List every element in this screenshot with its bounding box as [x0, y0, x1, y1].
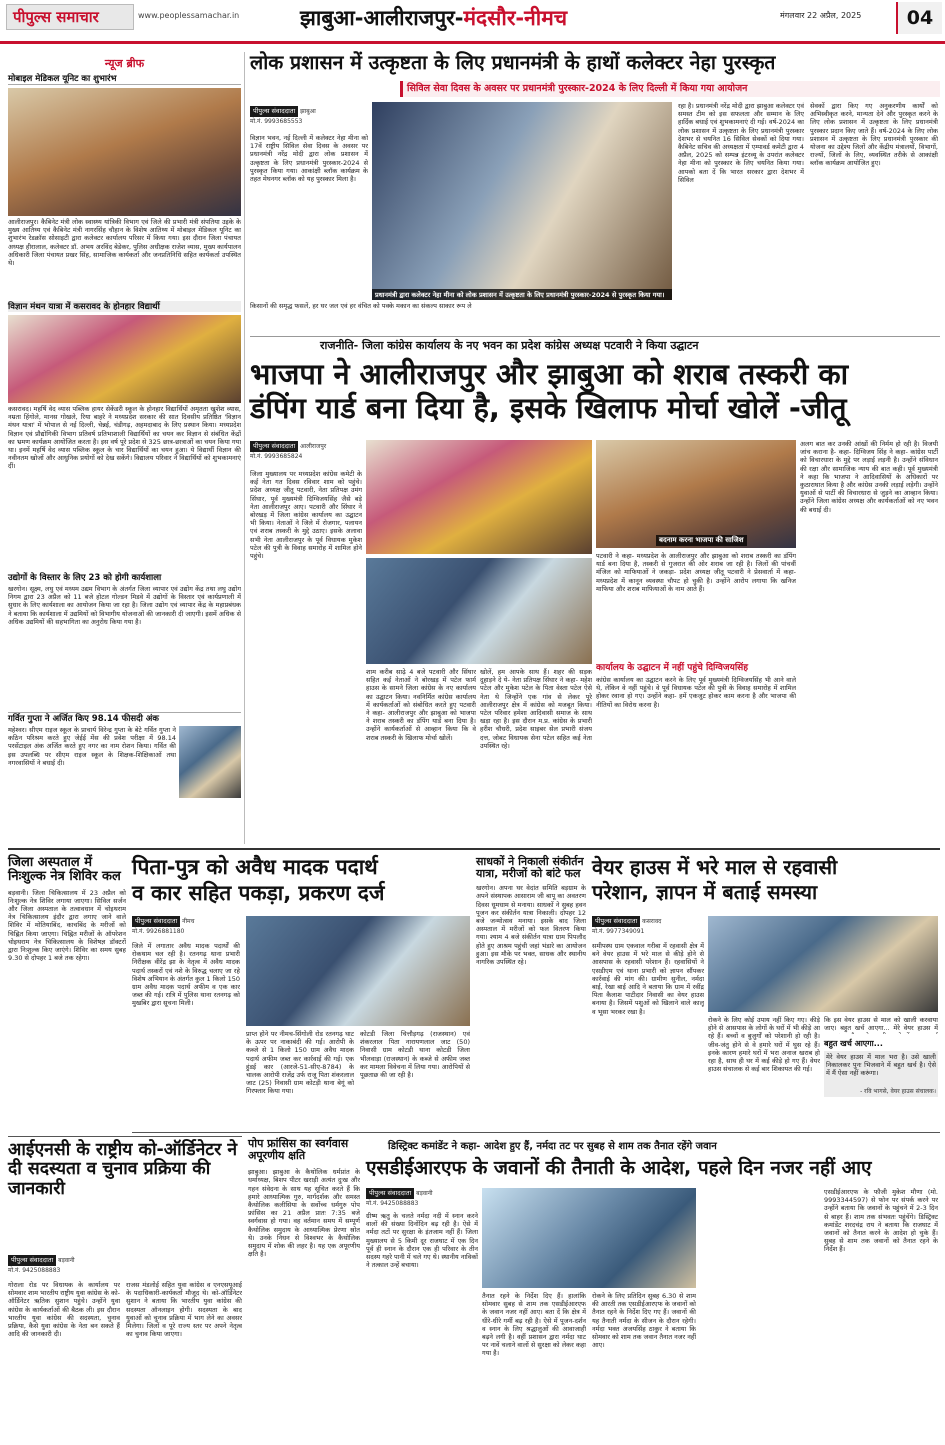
warehouse-mobile: मो.नं. 9977349091	[592, 928, 645, 935]
top-story	[250, 52, 940, 334]
main-story-byline-place: आलीराजपुर	[300, 443, 327, 450]
divider-bottom-row2	[132, 1132, 940, 1133]
main-story-col3: खोलें, हम आपके साथ हैं। शहर की सड़क दुहाड़ने दे ये- नेता प्रतिपक्ष सिंघार ने कहा- महेश पटेल और मुकेश पटेल के पिता वेस्ता पटेल ऐसे नेता थे जिन्होंने एक गांव से लेकर पूरे आलीराजपुर क्षेत्र में कांग्रेस को मजबूत किया। पटेल परिवार हमेशा आदिवासी समाज के साथ खड़ा रहा है। इस दौरान म.प्र. कांग्रेस के प्रभारी हरीश चौधरी, प्रदेश साइबर सेल प्रभारी संजय दत्त, जोबट विधायक सेना पटेल सहित कई नेता उपस्थित रहे।	[480, 668, 592, 750]
news-brief-label	[8, 52, 241, 71]
brief-1-photo	[8, 88, 241, 216]
sdrf-col2: तैनात रहने के निर्देश दिए हैं। हालांकि सोमवार सुबह से शाम तक एसडीईआरएफ के जवान नजर नहीं आए। बता दें कि क्षेत्र में धीरे-धीरे गर्मी बढ़ रही है। ऐसे में पूजन-दर्शन व स्नान के लिए श्रद्धालुओं की आवाजाही बढ़ने लगी है। वहीं प्रशासन द्वारा नर्मदा घाट पर नावें चलाने वालों से सुरक्षा को लेकर कहा गया है।	[482, 1292, 586, 1358]
sdrf-photo	[482, 1188, 696, 1288]
ipl-headline: आईएनसी के राष्ट्रीय को-ऑर्डिनेटर ने दी सदस्यता व चुनाव प्रक्रिया की जानकारी	[8, 1140, 238, 1199]
narcotics-byline-place: नीमच	[182, 918, 195, 925]
top-story-col4: सेवकों द्वारा किए गए अनुकरणीय कार्यों को अभिस्वीकृत करने, मान्यता देने और पुरस्कृत करने के लिए लोक प्रशासन में उत्कृष्टता के लिए प्रधानमंत्री पुरस्कार प्रदान किए जाते हैं। वर्ष-2024 के लिए लोक प्रशासन में उत्कृष्टता के लिए प्रधानमंत्री पुरस्कार की योजना का उद्देश्य जिलों और केंद्रीय मंत्रालयों, विभागों, राज्यों, जिलों के लिए, व्यवस्थित तरीके से आकांक्षी ब्लॉक कार्यक्रम आयोजित हुए।	[810, 102, 938, 168]
narcotics-headline-1: पिता-पुत्र को अवैध मादक पदार्थ	[132, 855, 378, 879]
main-story-side-box	[596, 660, 796, 832]
ipl-mobile: मो.नं. 9425088883	[8, 1267, 61, 1274]
warehouse-quote-head: बहुत खर्च आएगा...	[824, 1039, 883, 1048]
brief-2-body: कसरावद। महर्षि वेद व्यास पब्लिक हायर सेकेंडरी स्कूल के होनहार विद्यार्थियों अमृतता खुशेश व्यास, नम्रता हिंगोले, मानस गोखले, रिया बाहरे ने मध्यप्रदेश सरकार की सात दिवसीय प्रतिष्ठित 'विज्ञान मंथन यात्रा' में भोपाल से नई दिल्ली, चेन्नई, चंडीगढ़, अहमदाबाद के लिए प्रस्थान किया। मध्यप्रदेश विज्ञान एवं प्रौद्योगिकी विभाग प्रतिवर्ष प्रतिभाशाली विद्यार्थियों का चयन कर विज्ञान से संबंधित केंद्रों का भ्रमण कार्यक्रम आयोजित करता है। इस वर्ष पूरे प्रदेश से 325 छात्र-छात्राओं का चयन किया गया था। इनमें महर्षि वेद व्यास पब्लिक स्कूल के चार विद्यार्थियों का चयन हुआ। ये विद्यार्थी विज्ञान की नवीनतम खोजों और आधुनिक प्रयोगों को देख सकेंगे। विद्यालय परिवार ने विद्यार्थियों को शुभकामनाएं दीं।	[8, 405, 241, 471]
narcotics-byline-name: पीपुल्स संवाददाता	[132, 916, 180, 927]
main-story-mobile: मो.नं. 9993685824	[250, 453, 303, 460]
date: मंगलवार 22 अप्रैल, 2025	[780, 11, 862, 20]
top-story-byline	[250, 106, 368, 126]
brief-2-photo	[8, 315, 241, 403]
sadhak-headline: साधकों ने निकाली संकीर्तन यात्रा, मरीजों को बांटे फल	[476, 855, 584, 881]
sdrf-byline	[366, 1188, 478, 1208]
sdrf-col4: एसडीईआरएफ के फौजी मुकेश मौणा (मो. 9993344597) से फोन पर संपर्क करने पर उन्होंने बताया कि जवानों के पहुंचने में 2-3 दिन से बाहर हैं। शाम तक संभवतः पहुंचेंगे। डिस्ट्रिक्ट कमांडेंट शरदचंद्र राय ने बताया कि राजघाट में जवानों को तैनात करने के आदेश हो चुके हैं। सुबह से शाम तक जवानों को तैनात रहने के निर्देश हैं।	[824, 1188, 938, 1254]
top-story-byline-place: झाबुआ	[300, 108, 316, 115]
main-story-col4: पटवारी ने कहा- मध्यप्रदेश के आलीराजपुर और झाबुआ को शराब तस्करी का डंपिंग यार्ड बना दिया है, तस्करी से गुजरात की ओर शराब जा रही है। जिलों की पांचवीं मंजिल को माफियाओं ने जकड़ा- प्रदेश अध्यक्ष जीतू पटवारी ने प्रेसवार्ता में कहा- मध्यप्रदेश में कानून व्यवस्था चौपट हो चुकी है। उन्होंने आरोप लगाया कि खनिज माफिया और शराब माफियाओं के नाम आते हैं।	[596, 552, 796, 593]
sdrf-mobile: मो.नं. 9425088883	[366, 1200, 419, 1207]
warehouse-col2: रोकने के लिए कोई उपाय नहीं किए गए। कीड़े होने से आसपास के लोगों के घरों में भी कीड़े आ रहे हैं। बच्चों व बुजुर्गों को परेशानी हो रही है। जीव-जंतु होने से वे हमारे घरों में घुस रहे हैं। इनके कारण हमारे घरों में भरा अनाज खराब हो रहा है, साथ ही घर में कई कीड़े हो गए हैं। वेयर हाउस संचालक से कई बार शिकायत की गई।	[708, 1016, 820, 1074]
brief-2-title: विज्ञान मंथन यात्रा में कसरावद के होनहार विद्यार्थी	[8, 301, 241, 312]
website: www.peoplessamachar.in	[138, 11, 240, 20]
eye-camp-body: बड़वानी। जिला चिकित्सालय में 23 अप्रैल को निःशुल्क नेत्र शिविर लगाया जाएगा। सिविल सर्जन और जिला अस्पताल के तत्वावधान में चोइथराम नेत्र चिकित्सालय इंदौर द्वारा लगाए जाने वाले शिविर में मोतियाबिंद, काचबिंद के मरीजों को चिह्नित किया जाएगा। चिह्नित मरीजों के ऑपरेशन चोइथराम नेत्र चिकित्सालय के विशेषज्ञ डॉक्टरों द्वारा निःशुल्क किए जाएंगे। शिविर का समय सुबह 9.30 से दोपहर 1 बजे तक रहेगा।	[8, 888, 126, 963]
ipl-byline-name: पीपुल्स संवाददाता	[8, 1255, 56, 1266]
warehouse-col1: समीपस्थ ग्राम एकवाल गरीबा में रहवासी क्षेत्र में बने वेयर हाउस में भरे माल से कीड़े होने से आसपास के रहवासी परेशान हैं। रहवासियों ने एसडीएम एवं थाना प्रभारी को ज्ञापन सौंपकर कार्रवाई की मांग की। ग्रामीण सुनील, नर्मदा बाई, रेखा बाई आदि ने बताया कि ग्राम में रवींद्र पिता कैलाश पाटीदार निवासी का वेयर हाउस बनाया है। जिसमें पशुओं को खिलाने वाले कालू व भूसा भरकर रखा है।	[592, 942, 704, 1016]
warehouse-quote-box-inner	[824, 1051, 938, 1097]
section-title-black: झाबुआ-आलीराजपुर-	[300, 6, 464, 30]
narcotics-headline-2: व कार सहित पकड़ा, प्रकरण दर्ज	[132, 881, 385, 906]
warehouse-photo	[708, 916, 938, 1012]
top-story-col1: विज्ञान भवन, नई दिल्ली में कलेक्टर नेहा मीना को 17वें राष्ट्रीय सिविल सेवा दिवस के अवसर पर प्रधानमंत्री नरेंद्र मोदी द्वारा लोक प्रशासन में उत्कृष्टता के लिए प्रधानमंत्री पुरस्कार-2024 से पुरस्कृत किया गया। आकांक्षी ब्लॉक कार्यक्रम के तहत मेघनगर ब्लॉक को यह पुरस्कार मिला है।	[250, 134, 368, 184]
main-story-col2: शाम करीब साढ़े 4 बजे पटवारी और सिंघार सहित कई नेताओं ने बोरखड़ में पटेल फार्म हाउस के सामने जिला कांग्रेस के नए कार्यालय का उद्घाटन किया। नवनिर्मित कांग्रेस कार्यालय में कार्यकर्ताओं को संबोधित करते हुए पटवारी ने कहा- आलीराजपुर और झाबुआ को भाजपा ने शराब तस्करी का डंपिंग यार्ड बना दिया है। उन्होंने कार्यकर्ताओं से आव्हान किया कि वे शराब तस्करी के खिलाफ मोर्चा खोलें।	[366, 668, 476, 742]
masthead	[0, 0, 945, 44]
brief-1-title: मोबाइल मेडिकल यूनिट का शुभारंभ	[8, 73, 241, 85]
main-story	[250, 338, 940, 844]
top-story-byline-name: पीपुल्स संवाददाता	[250, 106, 298, 117]
warehouse-quote-body: मेरे वेयर हाउस में माल भरा है। उसे खाली निकालकर पुनः भिजवाने में बहुत खर्च है। ऐसे में मैं ऐसा नहीं करूंगा।	[826, 1053, 936, 1078]
left-divider	[244, 52, 245, 844]
main-story-photo-caption: बदनाम करना भाजपा की साजिश	[656, 535, 747, 546]
top-story-subhead: सिविल सेवा दिवस के अवसर पर प्रधानमंत्री पुरस्कार-2024 के लिए दिल्ली में किया गया आयोजन	[407, 83, 748, 94]
ipl-byline-place: बड़वानी	[58, 1257, 75, 1264]
main-story-photo-meeting	[596, 440, 796, 548]
main-story-side-head: कार्यालय के उद्घाटन में नहीं पहुंचे दिग्विजयसिंह	[596, 663, 749, 673]
brief-1-body: आलीराजपुर। कैबिनेट मंत्री लोक स्वास्थ्य यांत्रिकी विभाग एवं जिले की प्रभारी मंत्री संपतिया उइके के मुख्य आतिथ्य एवं कैबिनेट मंत्री नागरसिंह चौहान के विशेष आतिथ्य में मोबाइल मेडिकल यूनिट का शुभारंभ रेडक्रॉस सोसाइटी द्वारा कलेक्टर कार्यालय परिसर में किया गया। इस दौरान जिला पंचायत अध्यक्ष हीरालाल, कलेक्टर डॉ. अभय अरविंद बेडेकर, पुलिस अधीक्षक राजेश व्यास, मुख्य कार्यपालन अधिकारी जिला पंचायत प्रखर सिंह, सामाजिक कार्यकर्ता और जनप्रतिनिधि सहित कार्यकर्ता उपस्थित थे।	[8, 218, 241, 268]
narcotics-mobile: मो.नं. 9926881180	[132, 928, 185, 935]
sdrf-story	[366, 1138, 940, 1438]
narcotics-col2: प्राप्त होने पर नीमच-सिंगोली रोड रतनगढ़ घाट के ऊपर पर नाकाबंदी की गई। आरोपी के कब्जे से 1 किलो 150 ग्राम अवैध मादक पदार्थ अफीम जब्त कर कार्रवाई की गई। एक हुंडई कार (आरजे-51-सीए-8784) के चालक आरोपी राजेंद्र उर्फ राजू पिता शंकरलाल जाट (25) निवासी ग्राम कोटड़ी थाना बेगूं को गिरफ्तार किया गया।	[246, 1030, 354, 1096]
warehouse-quote-box	[824, 1016, 938, 1116]
sdrf-col3b	[702, 1188, 820, 1432]
sadhak-body: खरगोन। अपना घर वेदांत समिति बड़ग्राम के अपने संस्थापक आसाराम जी बापू का अवतरण दिवस धूमधाम से मनाया। साधकों ने सुबह हवन पूजन कर संकीर्तन यात्रा निकाली। दोपहर 12 बजे जन्मोत्सव मनाया। इसके बाद जिला अस्पताल में मरीजों को फल वितरण किया गया। श्याम 4 बजे संकीर्तन यात्रा ग्राम पिपलौद होते हुए आश्रम पहुंची जहां भंडारे का आयोजन हुआ। इस मौके पर भक्त, साधक और स्थानीय नागरिक उपस्थित रहे।	[476, 884, 586, 967]
brief-4-body: महेश्वर। सीएम राइज स्कूल के प्राचार्य विरेन्द्र गुप्ता के बेटे गर्वित गुप्ता ने कठिन परिश्रम करते हुए जेईई मेंस की प्रवेश परीक्षा में 98.14 परसेंटाइल अंक अर्जित करते हुए नगर का नाम रोशन किया। गर्वित की इस उपलब्धि पर सीएम राइज स्कूल के शिक्षक-शिक्षिकाओं तथा नगरवासियों ने बधाई दी।	[8, 726, 176, 767]
top-story-bottom-line: किसानों की समृद्ध फसलें, हर घर जल एवं हर वंचित को पक्के मकान का संकल्प साकार रूप ले	[250, 302, 472, 310]
warehouse-byline-place: कसरावद	[642, 918, 662, 925]
sdrf-byline-name: पीपुल्स संवाददाता	[366, 1188, 414, 1199]
page-number	[896, 2, 942, 34]
main-story-side-body: कांग्रेस कार्यालय का उद्घाटन करने के लिए पूर्व मुख्यमंत्री दिग्विजयसिंह भी आने वाले थे, लेकिन वे नहीं पहुंचे। वे पूर्व विधायक पटेल की पुत्री के विवाह समारोह में शामिल होकर रवाना हो गए। उन्होंने कहा- हमें एकजुट होकर काम करना है और भाजपा की नीतियों का विरोध करना है।	[596, 676, 796, 709]
ipl-byline	[8, 1255, 242, 1275]
ipl-col1: गोराला रोड पर विधायक के कार्यालय पर सोमवार शाम भारतीय राष्ट्रीय युवा कांग्रेस के को-ऑर्डिनेटर ऋतिक सुशान पहुंचे। उन्होंने युवा कांग्रेस के कार्यकर्ताओं की बैठक ली। इस दौरान भारतीय युवा कांग्रेस की सदस्यता, चुनाव प्रक्रिया, कैसे युवा कांग्रेस के नेता बन सकते हैं आदि की जानकारी दी।	[8, 1281, 120, 1339]
main-story-byline-name: पीपुल्स संवाददाता	[250, 441, 298, 452]
main-story-headline-1: भाजपा ने आलीराजपुर और झाबुआ को शराब तस्करी का	[250, 357, 849, 391]
news-brief-text: न्यूज ब्रीफ	[104, 57, 145, 70]
narcotics-byline	[132, 916, 242, 936]
top-story-col3: रहा है। प्रधानमंत्री नरेंद्र मोदी द्वारा झाबुआ कलेक्टर एवं समस्त टीम को इस सफलता और सम्मान के लिए हार्दिक बधाई एवं शुभकामनाएं दी गई। वर्ष-2024 का लोक प्रशासन में उत्कृष्टता के लिए प्रधानमंत्री पुरस्कार देशभर से चयनित 16 सिविल सेवकों को दिया गया। कैबिनेट सचिव की अध्यक्षता में एम्पावर्ड कमेटी द्वारा 4 अप्रैल, 2025 को सम्पन्न इंटरव्यू के उपरांत कलेक्टर नेहा मीना को पुरस्कार के लिए चयनित किया गया। आपको बता दें कि भारत सरकार द्वारा देशभर में सिविल	[678, 102, 804, 184]
top-story-mobile: मो.नं. 9993685553	[250, 118, 303, 125]
warehouse-headline-2: परेशान, ज्ञापन में बताई समस्या	[592, 880, 818, 904]
ipl-col2: राजस मंडलोई सहित युवा कांग्रेस व एनएसयूआई के पदाधिकारी-कार्यकर्ता मौजूद थे। को-ऑर्डिनेटर सुशान ने बताया कि भारतीय युवा कांग्रेस की सदस्यता ऑनलाइन होगी। सदस्यता के बाद युवाओं को चुनाव प्रक्रिया में भाग लेने का अवसर मिलेगा। जिलों व पूरे राज्य स्तर पर अपने नेतृत्व का चुनाव किया जाएगा।	[126, 1281, 242, 1339]
page-number-text: 04	[906, 7, 934, 29]
main-story-col5: अलग बात कर उनकी आंखों की निर्मम हो रही है। विजयी जांच कराना है- कहा- दिग्विजय सिंह ने कहा- कांग्रेस पार्टी को विचारधारा के मुद्दे पर लड़ाई लड़नी है। उन्होंने संविधान की रक्षा और सामाजिक न्याय की बात कही। पूर्व मुख्यमंत्री ने कहा कि भाजपा ने आदिवासियों के अधिकारों पर कुठाराघात किया है और कांग्रेस उनकी लड़ाई लड़ेगी। उन्होंने युवाओं से पार्टी की विचारधारा से जुड़ने का आव्हान किया। उन्होंने जिला कांग्रेस अध्यक्ष और कार्यकर्ताओं को नए भवन की बधाई दी।	[800, 440, 938, 514]
section-title	[300, 4, 690, 32]
section-title-red: मंदसौर-नीमच	[463, 6, 568, 30]
main-story-photo-garland	[366, 558, 592, 664]
pope-story	[248, 1138, 360, 1438]
top-story-subhead-bar	[400, 81, 940, 97]
brief-3-title: उद्योगों के विस्तार के लिए 23 को होगी कार्यशाला	[8, 573, 162, 583]
main-story-kicker: राजनीति- जिला कांग्रेस कार्यालय के नए भवन का प्रदेश कांग्रेस अध्यक्ष पटवारी ने किया उद्घाटन	[320, 339, 699, 352]
sdrf-headline: एसडीईआरएफ के जवानों की तैनाती के आदेश, पहले दिन नजर नहीं आए	[366, 1157, 872, 1179]
logo-text: पीपुल्स समाचार	[13, 8, 99, 26]
logo	[6, 4, 134, 30]
main-story-photo-group	[366, 440, 592, 554]
sdrf-col1: ग्रीष्म ऋतु के चलते नर्मदा नदी में स्नान करने वालों की संख्या दिनोंदिन बढ़ रही है। ऐसे में नर्मदा तटों पर सुरक्षा के इंतजाम नहीं हैं। जिला मुख्यालय से 5 किमी दूर राजघाट में एक दिन पूर्व ही स्नान के दौरान एक ही परिवार के तीन सदस्य गहरे पानी में चले गए थे। स्थानीय नाविकों ने तत्काल उन्हें बचाया।	[366, 1212, 478, 1270]
pope-headline: पोप फ्रांसिस का स्वर्गवास अपूरणीय क्षति	[248, 1137, 349, 1163]
brief-3-body: खरगोन। सूक्ष्म, लघु एवं मध्यम उद्यम विभाग के अंतर्गत जिला व्यापार एवं उद्योग केंद्र तथा लघु उद्योग निगम द्वारा 23 अप्रैल को 11 बजे होटल गोल्डन मिडवे में उद्योगों के विस्तार एवं कार्यप्रणाली में सुधार के लिए कार्यशाला का आयोजन किया जा रहा है। जिला उद्योग एवं व्यापार केंद्र के महाप्रबंधक ने बताया कि कार्यशाला में उद्यमियों को विभागीय योजनाओं की जानकारी दी जाएगी। इसमें अधिक से अधिक उद्यमियों की सहभागिता का अनुरोध किया गया है।	[8, 585, 241, 626]
top-story-headline: लोक प्रशासन में उत्कृष्टता के लिए प्रधानमंत्री के हाथों कलेक्टर नेहा पुरस्कृत	[250, 51, 776, 74]
sadhak-story	[476, 856, 586, 1136]
brief-4-title: गर्वित गुप्ता ने अर्जित किए 98.14 फीसदी अंक	[8, 712, 241, 724]
sdrf-byline-place: बड़वानी	[416, 1190, 433, 1197]
narcotics-col1: जिले में लगातार अवैध मादक पदार्थों की रोकथाम चल रही है। रतनगढ़ थाना प्रभारी निरीक्षक वीरेंद्र झा के नेतृत्व में अवैध मादक पदार्थ तस्करों एवं नशे के विरुद्ध चलाए जा रहे विशेष अभियान के अंतर्गत कुल 1 किलो 150 ग्राम अवैध मादक पदार्थ अफीम व एक कार जब्त की गई। रात्रि में पुलिस थाना रतनगढ़ को मुखबिर द्वारा सूचना मिली।	[132, 942, 240, 1008]
warehouse-quote-by: - रवि भागसे, वेयर हाउस संचालक।	[860, 1088, 936, 1095]
sdrf-col3: रोकने के लिए प्रतिदिन सुबह 6.30 से शाम की आरती तक एसडीईआरएफ के जवानों को तैनात रहने के निर्देश दिए गए हैं। जवानों की यह तैनाती नर्मदा के सीजन के दौरान रहेगी। नर्मदा भक्त अजयसिंह ठाकुर ने बताया कि सोमवार को शाम तक जवान तैनात नजर नहीं आए।	[592, 1292, 696, 1350]
brief-4-photo	[179, 726, 241, 798]
narcotics-photo	[246, 916, 470, 1026]
warehouse-byline	[592, 916, 704, 936]
main-story-byline	[250, 441, 360, 461]
warehouse-byline-name: पीपुल्स संवाददाता	[592, 916, 640, 927]
warehouse-headline-1: वेयर हाउस में भरे माल से रहवासी	[592, 855, 838, 879]
warehouse-story	[592, 856, 940, 1136]
main-story-headline-2: डंपिंग यार्ड बना दिया है, इसके खिलाफ मोर्चा खोलें -जीतू	[250, 390, 847, 425]
left-column	[8, 52, 241, 844]
eye-camp-headline: जिला अस्पताल में निःशुल्क नेत्र शिविर कल	[8, 855, 121, 885]
warehouse-col3: कि इस वेयर हाउस से माल को खाली करवाया जाए। बहुत खर्च आएगा... मेरे वेयर हाउस में	[824, 1016, 938, 1033]
ipl-story	[8, 1136, 242, 1436]
sdrf-kicker: डिस्ट्रिक्ट कमांडेंट ने कहा- आदेश हुए हैं, नर्मदा तट पर सुबह से शाम तक तैनात रहेंगे जवान	[388, 1141, 717, 1152]
divider-bottom-section	[8, 848, 940, 850]
top-story-photo-caption: प्रधानमंत्री द्वारा कलेक्टर नेहा मीना को लोक प्रशासन में उत्कृष्टता के लिए प्रधानमंत्री पुरस्कार-2024 से पुरस्कृत किया गया।	[372, 289, 672, 300]
narcotics-col3: कोटडी जिला चित्तौड़गढ़ (राजस्थान) एवं शंकरलाल पिता नारायणलाल जाट (50) निवासी ग्राम कोटडी थाना कोटडी जिला भीलवाड़ा (राजस्थान) के कब्जे से अफीम जब्त कर मामला विवेचना में लिया गया। आरोपियों से पूछताछ की जा रही है।	[360, 1030, 470, 1080]
divider-top-story	[250, 336, 940, 337]
main-story-col1: जिला मुख्यालय पर मध्यप्रदेश कांग्रेस कमेटी के कई नेता गत दिवस रविवार शाम को पहुंचे। प्रदेश अध्यक्ष जीतू पटवारी, नेता प्रतिपक्ष उमंग सिंघार, पूर्व मुख्यमंत्री दिग्विजयसिंह जैसे बड़े नेता आलीराजपुर आए। पटवारी और सिंघार ने बोरखड़ में जिला कांग्रेस कार्यालय का उद्घाटन भी किया। नेताओं ने जिले में रोजगार, पलायन एवं शराब तस्करी के मुद्दे उठाए। इसके अलावा सभी नेता आलीराजपुर के पूर्व विधायक मुकेश पटेल की पुत्री के विवाह समारोह में शामिल होने पहुंचे।	[250, 470, 362, 561]
pope-body: झाबुआ। झाबुआ के कैथोलिक धर्मप्रांत के धर्माध्यक्ष, बिशप पीटर खराड़ी अत्यंत दुःख और गहन संवेदना के साथ यह सूचित करते हैं कि हमारे आध्यात्मिक गुरु, मार्गदर्शक और समस्त कैथोलिक कलीसिया के सर्वोच्च धर्मगुरु पोप फ्रांसिस का 21 अप्रैल प्रातः 7:35 बजे स्वर्गवास हो गया। वह वर्तमान समय में सम्पूर्ण कैथोलिक समुदाय के आध्यात्मिक प्रेरणा स्रोत थे। उनके निधन से विश्वभर के कैथोलिक समुदाय में शोक की लहर है। यह एक अपूरणीय क्षति है।	[248, 1168, 360, 1259]
top-story-photo	[372, 102, 672, 300]
